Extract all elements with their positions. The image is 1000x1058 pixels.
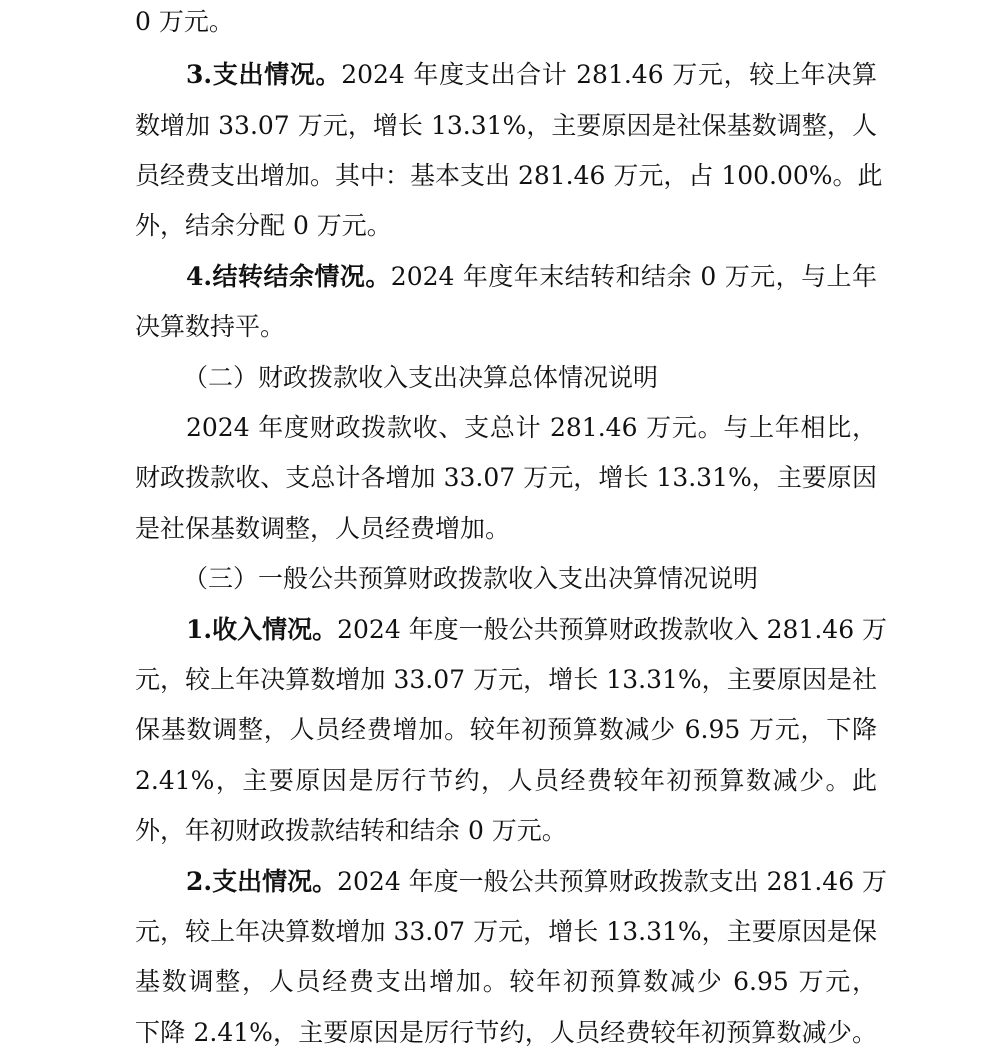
text-line: 元，较上年决算数增加 33.07 万元，增长 13.31%，主要原因是社	[135, 665, 877, 694]
section-income-heading-line: 1.收入情况。2024 年度一般公共预算财政拨款收入 281.46 万	[186, 615, 888, 644]
section-carryover-heading-line: 4.结转结余情况。2024 年度年末结转和结余 0 万元，与上年	[186, 262, 877, 291]
bold-heading: 2.支出情况。	[186, 867, 338, 896]
section-expenditure-heading-line: 3.支出情况。2024 年度支出合计 281.46 万元，较上年决算	[186, 60, 877, 89]
text-line: 基数调整，人员经费支出增加。较年初预算数减少 6.95 万元，	[135, 967, 877, 996]
subsection-heading: （二）财政拨款收入支出决算总体情况说明	[183, 363, 659, 392]
bold-heading: 1.收入情况。	[186, 615, 338, 644]
text-line: 0 万元。	[135, 7, 234, 36]
text-line: 外，年初财政拨款结转和结余 0 万元。	[135, 816, 567, 845]
text-line: 决算数持平。	[135, 312, 286, 341]
text-line: 保基数调整，人员经费增加。较年初预算数减少 6.95 万元，下降	[135, 715, 877, 744]
text-line: 元，较上年决算数增加 33.07 万元，增长 13.31%，主要原因是保	[135, 917, 877, 946]
text-line: 外，结余分配 0 万元。	[135, 211, 392, 240]
text-line: 财政拨款收、支总计各增加 33.07 万元，增长 13.31%，主要原因	[135, 463, 877, 492]
text-line: 是社保基数调整，人员经费增加。	[135, 514, 511, 543]
section-general-expenditure-heading-line: 2.支出情况。2024 年度一般公共预算财政拨款支出 281.46 万	[186, 867, 888, 896]
text-line: 2024 年度财政拨款收、支总计 281.46 万元。与上年相比，	[186, 413, 877, 442]
subsection-heading: （三）一般公共预算财政拨款收入支出决算情况说明	[183, 564, 759, 593]
text-line: 员经费支出增加。其中：基本支出 281.46 万元，占 100.00%。此	[135, 161, 883, 190]
text-line: 2.41%，主要原因是厉行节约，人员经费较年初预算数减少。此	[135, 766, 877, 795]
bold-heading: 4.结转结余情况。	[186, 262, 391, 291]
text-line: 下降 2.41%，主要原因是厉行节约，人员经费较年初预算数减少。	[135, 1018, 877, 1047]
bold-heading: 3.支出情况。	[186, 60, 342, 89]
text-line: 数增加 33.07 万元，增长 13.31%，主要原因是社保基数调整，人	[135, 111, 877, 140]
